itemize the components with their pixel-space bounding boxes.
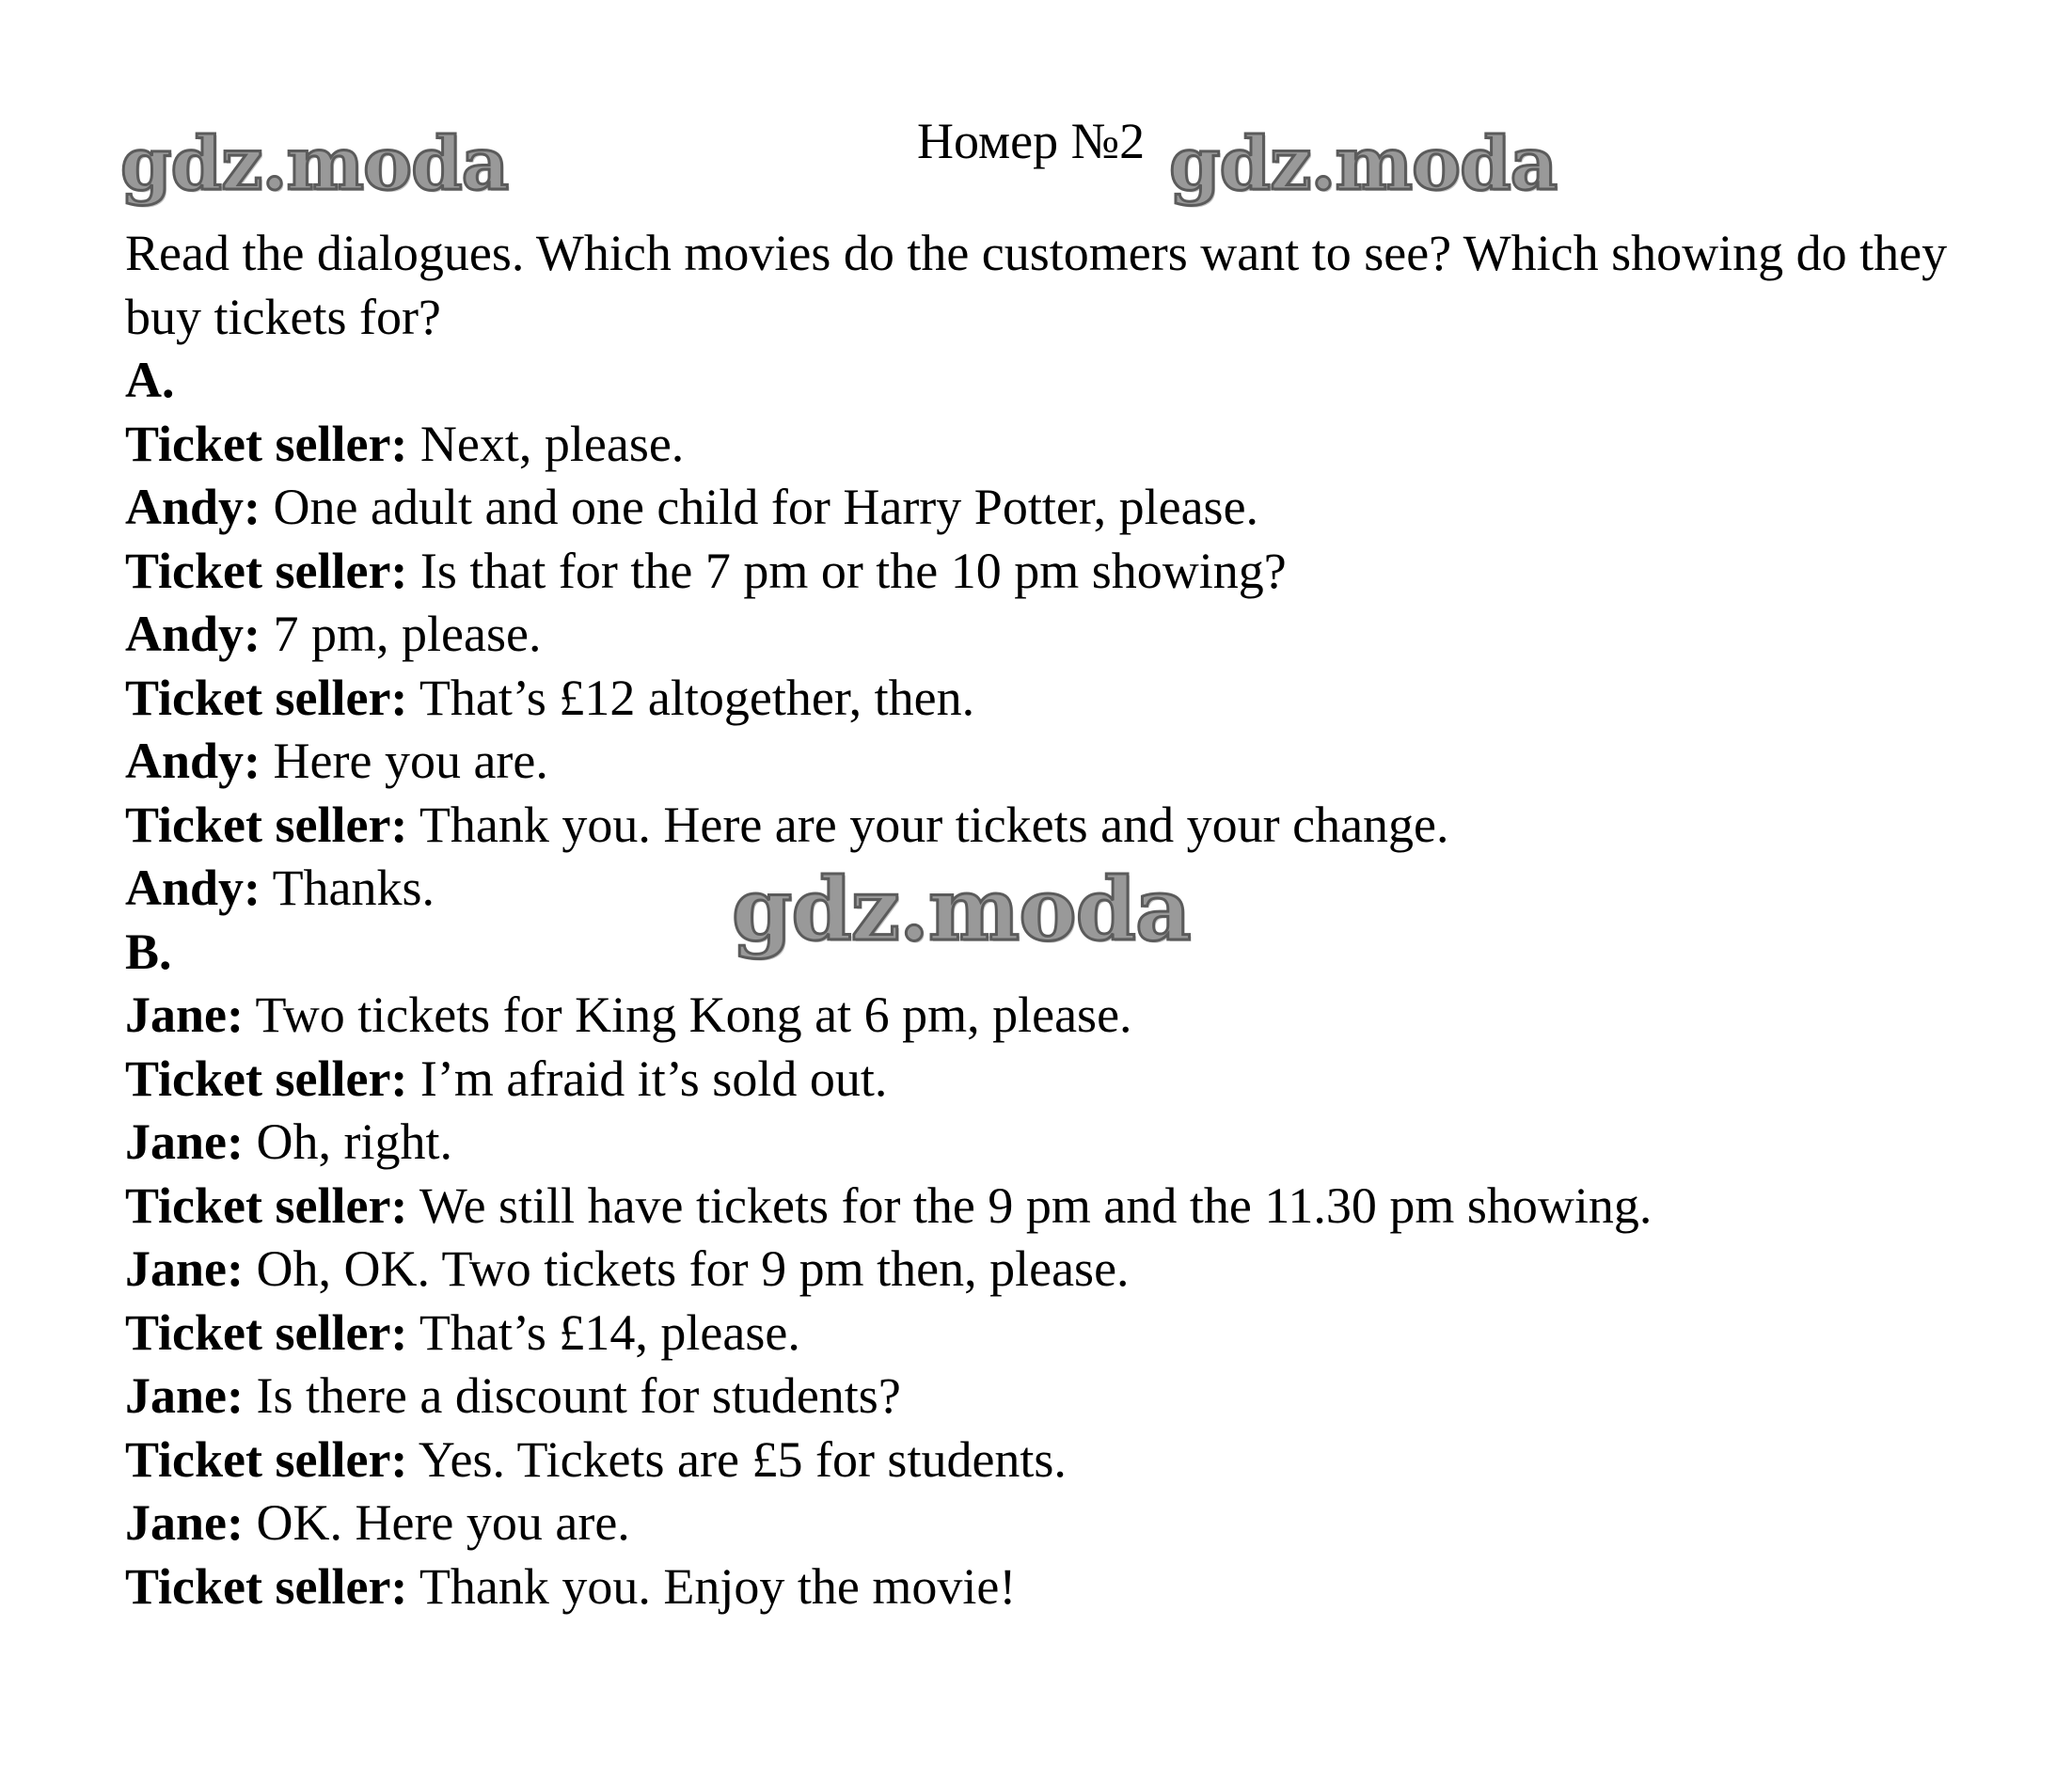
exercise-instructions: Read the dialogues. Which movies do the customers want to see? Which showing do they buy tickets for?	[125, 225, 1948, 345]
speaker-name: Ticket seller:	[125, 1303, 408, 1361]
speaker-name: Ticket seller:	[125, 1430, 408, 1488]
dialogue-label: B.	[125, 923, 172, 980]
speaker-name: Ticket seller:	[125, 415, 408, 472]
watermark-middle: gdz.moda	[732, 859, 1191, 960]
speaker-name: Andy:	[125, 860, 261, 916]
line-text: OK. Here you are.	[243, 1494, 630, 1551]
dialogue-line	[125, 857, 1997, 921]
dialogue-line	[125, 1365, 1997, 1429]
speaker-name: Ticket seller:	[125, 796, 408, 853]
speaker-name: Ticket seller:	[125, 542, 408, 599]
dialogue-line	[125, 1555, 1997, 1619]
dialogue-line	[125, 476, 1997, 540]
dialogue-line	[125, 603, 1997, 667]
watermark-top-right: gdz.moda	[1169, 121, 1558, 207]
exercise-content	[125, 222, 1997, 1618]
dialogue-line	[125, 1175, 1997, 1239]
dialogue-a	[125, 349, 1997, 921]
speaker-name: Andy:	[125, 606, 261, 662]
speaker-name: Andy:	[125, 733, 261, 789]
speaker-name: Jane:	[125, 987, 244, 1043]
line-text: Is that for the 7 pm or the 10 pm showing?	[407, 542, 1287, 599]
dialogue-line	[125, 1238, 1997, 1302]
speaker-name: Ticket seller:	[125, 1050, 408, 1107]
speaker-name: Jane:	[125, 1494, 244, 1551]
dialogue-line	[125, 984, 1997, 1048]
dialogue-line	[125, 1429, 1997, 1492]
line-text: That’s £14, please.	[407, 1303, 800, 1361]
line-text: I’m afraid it’s sold out.	[407, 1050, 888, 1107]
dialogue-line	[125, 730, 1997, 794]
line-text: Thanks.	[261, 860, 435, 916]
dialogue-line	[125, 667, 1997, 731]
dialogue-b	[125, 921, 1997, 1619]
line-text: One adult and one child for Harry Potter, please.	[261, 479, 1259, 535]
line-text: Here you are.	[261, 733, 548, 789]
line-text: Thank you. Here are your tickets and your change.	[407, 796, 1449, 853]
line-text: Yes. Tickets are £5 for students.	[407, 1430, 1067, 1488]
dialogue-label: A.	[125, 352, 175, 408]
speaker-name: Jane:	[125, 1113, 244, 1170]
speaker-name: Andy:	[125, 479, 261, 535]
speaker-name: Ticket seller:	[125, 1176, 408, 1234]
speaker-name: Jane:	[125, 1367, 244, 1424]
line-text: 7 pm, please.	[261, 606, 542, 662]
dialogue-line	[125, 413, 1997, 477]
line-text: Two tickets for King Kong at 6 pm, please.	[243, 987, 1132, 1043]
line-text: We still have tickets for the 9 pm and the 11.30 pm showing.	[407, 1176, 1653, 1234]
dialogue-line	[125, 540, 1997, 604]
dialogue-line	[125, 794, 1997, 858]
line-text: Thank you. Enjoy the movie!	[407, 1557, 1017, 1615]
line-text: Oh, right.	[243, 1113, 452, 1170]
line-text: That’s £12 altogether, then.	[407, 669, 975, 726]
line-text: Is there a discount for students?	[243, 1367, 901, 1424]
speaker-name: Jane:	[125, 1240, 244, 1297]
line-text: Oh, OK. Two tickets for 9 pm then, please.	[243, 1240, 1130, 1297]
line-text: Next, please.	[407, 415, 685, 472]
watermark-top-left: gdz.moda	[120, 121, 509, 207]
dialogue-line	[125, 1111, 1997, 1175]
dialogue-line	[125, 1492, 1997, 1555]
speaker-name: Ticket seller:	[125, 1557, 408, 1615]
dialogue-line	[125, 1302, 1997, 1366]
speaker-name: Ticket seller:	[125, 669, 408, 726]
page-heading: Номер №2	[917, 113, 1146, 169]
dialogue-line	[125, 1048, 1997, 1112]
